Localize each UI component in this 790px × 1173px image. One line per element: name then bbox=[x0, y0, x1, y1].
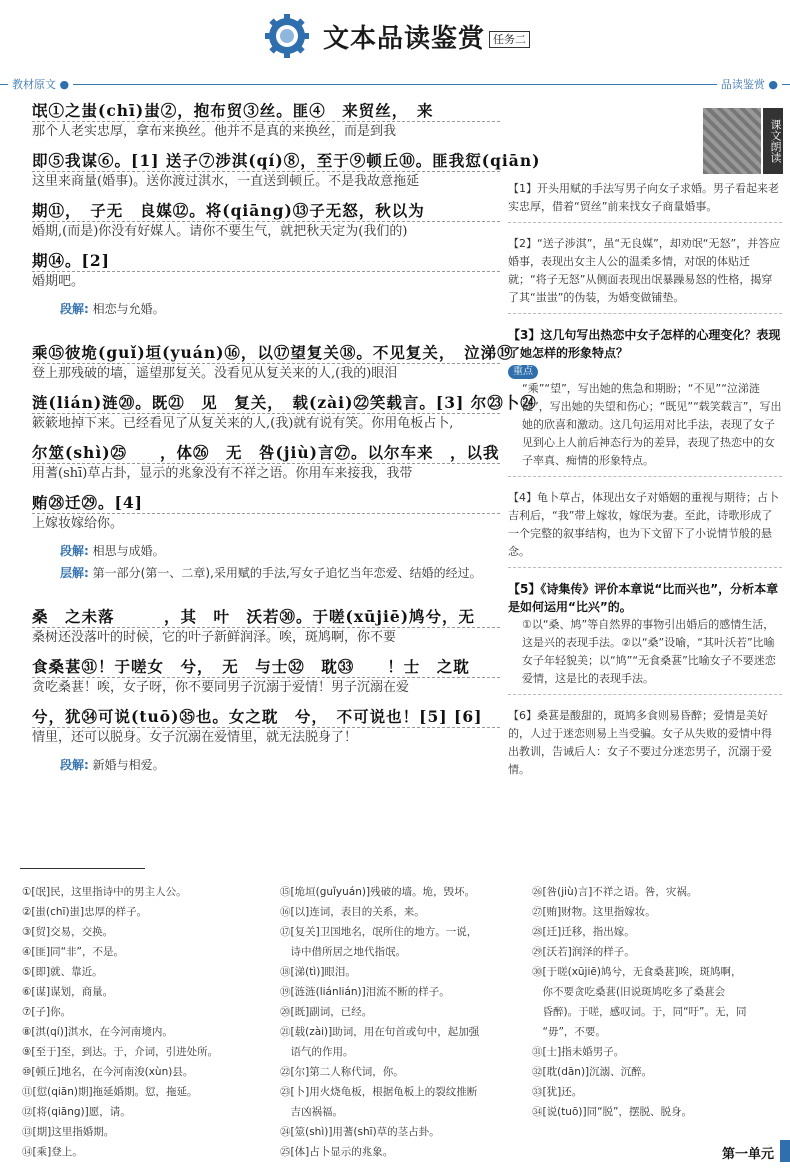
translation-line: 婚期吧。 bbox=[32, 271, 500, 290]
footnote: ㉜[耽(dān)]沉溺、沉醉。 bbox=[532, 1066, 653, 1078]
footnote: ⑨[至于]至，到达。于，介词，引进处所。 bbox=[22, 1046, 219, 1058]
footnote: ㉒[尔]第二人称代词，你。 bbox=[280, 1066, 404, 1078]
footnote: ⑩[顿丘]地名，在今河南浚(xùn)县。 bbox=[22, 1066, 194, 1078]
header-rule bbox=[0, 84, 790, 85]
paragraph-analysis bbox=[60, 756, 500, 774]
footnote: 吉凶祸福。 bbox=[280, 1106, 343, 1118]
page-header bbox=[0, 0, 790, 91]
page-title: 文本品读鉴赏 bbox=[323, 23, 486, 54]
footnote: ㉚[于嗟(xūjiē)鸠兮，无食桑葚]唉，斑鸠啊， bbox=[532, 966, 742, 978]
key-point-badge: 重点 bbox=[508, 365, 538, 379]
original-line: 贿㉘迁㉙。[4] bbox=[32, 493, 143, 512]
footnote-column-3 bbox=[532, 882, 746, 1122]
task-badge: 任务二 bbox=[489, 31, 530, 48]
original-line: 期⑪， 子无 良媒⑫。将(qiāng)⑬子无怒，秋以为 bbox=[32, 201, 425, 220]
footnote: ③[贸]交易，交换。 bbox=[22, 926, 114, 938]
footnote: 语气的作用。 bbox=[280, 1046, 354, 1058]
footnote: ⑳[既]副词，已经。 bbox=[280, 1006, 373, 1018]
footnote: ㉖[咎(jiù)言]不祥之语。咎，灾祸。 bbox=[532, 886, 698, 898]
footnote: ㉗[贿]财物。这里指嫁妆。 bbox=[532, 906, 656, 918]
qr-label: 课文朗读 bbox=[763, 108, 783, 174]
original-line: 即⑤我谋⑥。[1] 送子⑦涉淇(qí)⑧，至于⑨顿丘⑩。匪我愆(qiān) bbox=[32, 151, 541, 170]
footnote: ⑯[以]连词，表目的关系，来。 bbox=[280, 906, 425, 918]
original-line: 涟(lián)涟⑳。既㉑ 见 复关， 载(zài)㉒笑载言。[3] 尔㉓卜㉔ bbox=[32, 393, 537, 412]
footnote: ㉓[卜]用火烧龟板，根据龟板上的裂纹推断 bbox=[280, 1086, 478, 1098]
footnote: ㉔[筮(shì)]用蓍(shī)草的茎占卦。 bbox=[280, 1126, 440, 1138]
title-group bbox=[265, 14, 530, 58]
translation-line: 桑树还没落叶的时候，它的叶子新鲜润泽。唉，斑鸠啊，你不要 bbox=[32, 627, 500, 646]
paragraph-analysis bbox=[60, 542, 500, 560]
original-line: 尔筮(shì)㉕ ，体㉖ 无 咎(jiù)言㉗。以尔车来 ，以我 bbox=[32, 443, 500, 462]
translation-line: 簌簌地掉下来。已经看见了从复关来的人,(我)就有说有笑。你用龟板占卜, bbox=[32, 413, 500, 432]
footnote: ㉝[犹]还。 bbox=[532, 1086, 583, 1098]
translation-line: 那个人老实忠厚，拿布来换丝。他并不是真的来换丝，而是到我 bbox=[32, 121, 500, 140]
footnote: ㉙[沃若]润泽的样子。 bbox=[532, 946, 635, 958]
footnote: ⑪[愆(qiān)期]拖延婚期。愆，拖延。 bbox=[22, 1086, 198, 1098]
original-line: 期⑭。[2] bbox=[32, 251, 110, 270]
translation-line: 婚期,(而是)你没有好媒人。请你不要生气，就把秋天定为(我们的) bbox=[32, 221, 500, 240]
layer-analysis bbox=[60, 564, 500, 582]
section-label-appreciation: 品读鉴赏 ● bbox=[717, 76, 782, 92]
footnote: ㉑[载(zài)]助词，用在句首或句中，起加强 bbox=[280, 1026, 480, 1038]
note-item bbox=[508, 326, 782, 477]
analysis-text: 相恋与允婚。 bbox=[92, 302, 165, 316]
footnote: ⑲[涟涟(liánlián)]泪流不断的样子。 bbox=[280, 986, 450, 998]
footnote: ①[氓]民，这里指诗中的男主人公。 bbox=[22, 886, 187, 898]
note-item bbox=[508, 580, 782, 695]
note-question: 【5】《诗集传》评价本章说“比而兴也”，分析本章是如何运用“比兴”的。 bbox=[508, 582, 779, 614]
footnote: ④[匪]同“非”，不是。 bbox=[22, 946, 124, 958]
analysis-text: 相思与成婚。 bbox=[92, 544, 165, 558]
translation-line: 登上那残破的墙，遥望那复关。没看见从复关来的人,(我的)眼泪 bbox=[32, 363, 500, 382]
footnote-rule bbox=[20, 868, 145, 869]
footnote: ㉕[体]占卜显示的兆象。 bbox=[280, 1146, 394, 1158]
analysis-text: 第一部分(第一、二章),采用赋的手法,写女子追忆当年恋爱、结婚的经过。 bbox=[92, 566, 482, 580]
translation-line: 上嫁妆嫁给你。 bbox=[32, 513, 500, 532]
footnote: ⑮[垝垣(guǐyuán)]残破的墙。垝，毁坏。 bbox=[280, 886, 476, 898]
footnote: 你不要贪吃桑葚(旧说斑鸠吃多了桑葚会 bbox=[532, 986, 726, 998]
translation-line: 这里来商量(婚事)。送你渡过淇水，一直送到顿丘。不是我故意拖延 bbox=[32, 171, 500, 190]
analysis-label: 段解: bbox=[60, 544, 89, 558]
note-question: 【3】这几句写出热恋中女子怎样的心理变化？表现了她怎样的形象特点？ bbox=[508, 328, 781, 360]
footnote: ⑦[子]你。 bbox=[22, 1006, 72, 1018]
footnote: ⑥[谋]谋划，商量。 bbox=[22, 986, 114, 998]
footnote: ⑫[将(qiāng)]愿，请。 bbox=[22, 1106, 131, 1118]
footnote-column-2 bbox=[280, 882, 479, 1162]
analysis-label: 层解: bbox=[60, 566, 89, 580]
note-item: 【2】“送子涉淇”，虽“无良媒”，却劝氓“无怒”，并答应婚事，表现出女主人公的温柔多情，对氓的体贴迁就；“将子无怒”从侧面表现出氓暴躁易怒的性格，揭穿了其“蚩蚩”的伪装，为婚变做铺垫。 bbox=[508, 235, 782, 314]
note-answer: “乘”“望”，写出她的焦急和期盼；“不见”“泣涕涟涟”，写出她的失望和伤心；“既见”“载笑载言”，写出她的欣喜和激动。这几句运用对比手法，表现了女子见到心上人前后神态行为的差异，表现了热恋中的女子率真、痴情的形象特点。 bbox=[522, 382, 782, 467]
footnote: ⑱[涕(tì)]眼泪。 bbox=[280, 966, 356, 978]
footnote: ㉛[士]指未婚男子。 bbox=[532, 1046, 625, 1058]
original-line: 兮，犹㉞可说(tuō)㉟也。女之耽 兮， 不可说也！[5] [6] bbox=[32, 707, 483, 726]
original-line: 桑 之未落 ，其 叶 沃若㉚。于嗟(xūjiē)鸠兮，无 bbox=[32, 607, 476, 626]
note-item: 【6】桑葚是酸甜的，斑鸠多食则易昏醉；爱情是美好的，人过于迷恋则易上当受骗。女子从失败的爱情中得出教训，告诫后人：女子不要过分迷恋男子，沉溺于爱情。 bbox=[508, 709, 772, 776]
footnote-column-1 bbox=[22, 882, 218, 1162]
unit-label: 第一单元 bbox=[721, 1147, 774, 1162]
note-item: 【1】开头用赋的手法写男子向女子求婚。男子看起来老实忠厚，借着“贸丝”前来找女子商量婚事。 bbox=[508, 180, 782, 223]
gear-icon bbox=[265, 14, 309, 58]
appreciation-column bbox=[508, 180, 782, 797]
footnote: ⑭[乘]登上。 bbox=[22, 1146, 83, 1158]
qr-code[interactable] bbox=[703, 108, 761, 174]
original-line: 乘⑮彼垝(guǐ)垣(yuán)⑯，以⑰望复关⑱。不见复关， 泣涕⑲ bbox=[32, 343, 514, 362]
original-line: 食桑葚㉛！于嗟女 兮， 无 与士㉜ 耽㉝ ！士 之耽 bbox=[32, 657, 470, 676]
footnote: ②[蚩(chī)蚩]忠厚的样子。 bbox=[22, 906, 148, 918]
footnote: ⑤[即]就、靠近。 bbox=[22, 966, 103, 978]
footnote: ㉞[说(tuō)]同“脱”，摆脱、脱身。 bbox=[532, 1106, 692, 1118]
paragraph-analysis bbox=[60, 300, 500, 318]
analysis-label: 段解: bbox=[60, 758, 89, 772]
note-item: 【4】龟卜草占，体现出女子对婚姻的重视与期待；占卜吉利后，“我”带上嫁妆，嫁氓为妻。至此，诗歌形成了一个完整的叙事结构，也为下文留下了小说情节般的悬念。 bbox=[508, 489, 782, 568]
footnote: ⑬[期]这里指婚期。 bbox=[22, 1126, 115, 1138]
note-answer: ①以“桑、鸠”等自然界的事物引出婚后的感情生活，这是兴的表现手法。②以“桑”设喻，“其叶沃若”比喻女子年轻貌美；以“鸠”“无食桑葚”比喻女子不要迷恋爱情，这是比的表现手法。 bbox=[522, 618, 776, 685]
original-line: 氓①之蚩(chī)蚩②，抱布贸③丝。匪④ 来贸丝， 来 bbox=[32, 101, 434, 120]
footnote: ㉘[迁]迁移，指出嫁。 bbox=[532, 926, 635, 938]
section-label-original: 教材原文 ● bbox=[8, 76, 73, 92]
translation-line: 情里，还可以脱身。女子沉溺在爱情里，就无法脱身了！ bbox=[32, 727, 500, 746]
translation-line: 用蓍(shī)草占卦，显示的兆象没有不祥之语。你用车来接我，我带 bbox=[32, 463, 500, 482]
analysis-text: 新婚与相爱。 bbox=[92, 758, 165, 772]
analysis-label: 段解: bbox=[60, 302, 89, 316]
translation-line: 贪吃桑葚！唉，女子呀，你不要同男子沉溺于爱情！男子沉溺在爱 bbox=[32, 677, 500, 696]
page-tab bbox=[780, 1140, 790, 1162]
footnote: ⑰[复关]卫国地名，氓所住的地方。一说， bbox=[280, 926, 478, 938]
footnote: ⑧[淇(qí)]淇水，在今河南境内。 bbox=[22, 1026, 173, 1038]
footnote: 诗中借所居之地代指氓。 bbox=[280, 946, 406, 958]
footnote: 昏醉)。于嗟，感叹词。于，同“吁”。无，同 bbox=[532, 1006, 747, 1018]
footnote: “毋”，不要。 bbox=[532, 1026, 606, 1038]
